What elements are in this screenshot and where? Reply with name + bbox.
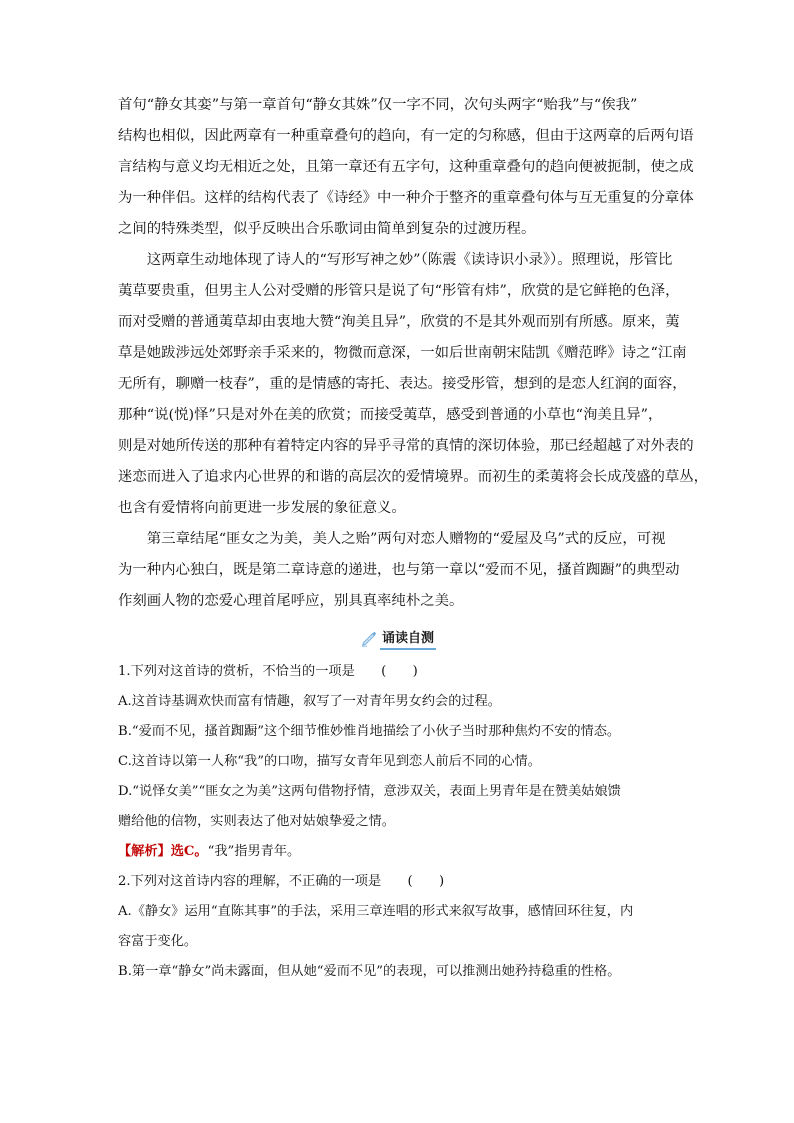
section-header bbox=[118, 617, 678, 657]
answer-tag: 【解析】 bbox=[118, 844, 171, 859]
section-title-text: 诵读自测 bbox=[380, 627, 436, 650]
analysis-paragraph-3 bbox=[118, 524, 678, 617]
option-a: A.这首诗基调欢快而富有情趣，叙写了一对青年男女约会的过程。 bbox=[118, 694, 501, 709]
question-stem: 1.下列对这首诗的赏析，不恰当的一项是 ( ) bbox=[118, 664, 418, 679]
text-line: 而对受赠的普通荑草却由衷地大赞“洵美且异”，欣赏的不是其外观而别有所感。原来，荑 bbox=[118, 314, 680, 330]
text-line: 迷恋而进入了追求内心世界的和谐的高层次的爱情境界。而初生的柔荑将会长成茂盛的草丛， bbox=[118, 469, 709, 485]
pen-icon bbox=[360, 630, 378, 648]
question-stem: 2.下列对这首诗内容的理解，不正确的一项是 ( ) bbox=[118, 874, 445, 889]
text-line: 首句“静女其娈”与第一章首句“静女其姝”仅一字不同，次句头两字“贻我”与“俟我” bbox=[118, 97, 638, 113]
answer-choice: 选C。 bbox=[170, 844, 208, 859]
analysis-paragraph-2 bbox=[118, 245, 709, 524]
text-line: 无所有，聊赠一枝春”，重的是情感的寄托、表达。接受彤管，想到的是恋人红润的面容， bbox=[118, 376, 687, 392]
text-line: 草是她跋涉远处郊野亲手采来的，物微而意深，一如后世南朝宋陆凯《赠范晔》诗之“江南 bbox=[118, 345, 687, 361]
option-d: D.“说怿女美”“匪女之为美”这两句借物抒情，意涉双关，表面上男青年是在赞美姑娘馈 bbox=[118, 784, 621, 799]
text-line: 言结构与意义均无相近之处，且第一章还有五字句，这种重章叠句的趋向便被扼制，使之成 bbox=[118, 159, 694, 175]
option-c: C.这首诗以第一人称“我”的口吻，描写女青年见到恋人前后不同的心情。 bbox=[118, 754, 541, 769]
text-line: 之间的特殊类型，似乎反映出合乐歌词由简单到复杂的过渡历程。 bbox=[118, 221, 536, 237]
text-line: 为一种内心独白，既是第二章诗意的递进，也与第一章以“爱而不见，搔首踟蹰”的典型动 bbox=[118, 562, 680, 578]
option-a-continued: 容富于变化。 bbox=[118, 934, 198, 949]
text-line: 作刻画人物的恋爱心理首尾呼应，别具真率纯朴之美。 bbox=[118, 593, 464, 609]
option-a: A.《静女》运用“直陈其事”的手法，采用三章连唱的形式来叙写故事，感情回环往复，内 bbox=[118, 904, 634, 919]
analysis-paragraph-1 bbox=[118, 90, 694, 245]
option-d-continued: 赠给他的信物，实则表达了他对姑娘挚爱之情。 bbox=[118, 814, 395, 829]
section-title bbox=[360, 627, 436, 650]
text-line: 则是对她所传送的那种有着特定内容的异乎寻常的真情的深切体验，那已经超越了对外表的 bbox=[118, 438, 694, 454]
text-line: 也含有爱情将向前更进一步发展的象征意义。 bbox=[118, 500, 406, 516]
answer-text: “我”指男青年。 bbox=[207, 844, 301, 859]
answer-explanation bbox=[118, 837, 678, 867]
option-b: B.第一章“静女”尚未露面，但从她“爱而不见”的表现，可以推测出她矜持稳重的性格。 bbox=[118, 964, 621, 979]
text-line: 为一种伴侣。这样的结构代表了《诗经》中一种介于整齐的重章叠句体与互无重复的分章体 bbox=[118, 190, 694, 206]
text-line: 这两章生动地体现了诗人的“写形写神之妙”（陈震《读诗识小录》）。照理说，彤管比 bbox=[146, 252, 673, 268]
text-line: 结构也相似，因此两章有一种重章叠句的趋向，有一定的匀称感，但由于这两章的后两句语 bbox=[118, 128, 694, 144]
text-line: 第三章结尾“匪女之为美，美人之贻”两句对恋人赠物的“爱屋及乌”式的反应，可视 bbox=[146, 531, 666, 547]
page-content bbox=[118, 90, 709, 987]
text-line: 荑草要贵重，但男主人公对受赠的彤管只是说了句“彤管有炜”，欣赏的是它鲜艳的色泽， bbox=[118, 283, 680, 299]
text-line: 那种“说(悦)怿”只是对外在美的欣赏；而接受荑草，感受到普通的小草也“洵美且异”， bbox=[118, 407, 663, 423]
question-2 bbox=[118, 867, 678, 987]
option-b: B.“爱而不见，搔首踟蹰”这个细节惟妙惟肖地描绘了小伙子当时那种焦灼不安的情态。 bbox=[118, 724, 621, 739]
question-1 bbox=[118, 657, 678, 867]
